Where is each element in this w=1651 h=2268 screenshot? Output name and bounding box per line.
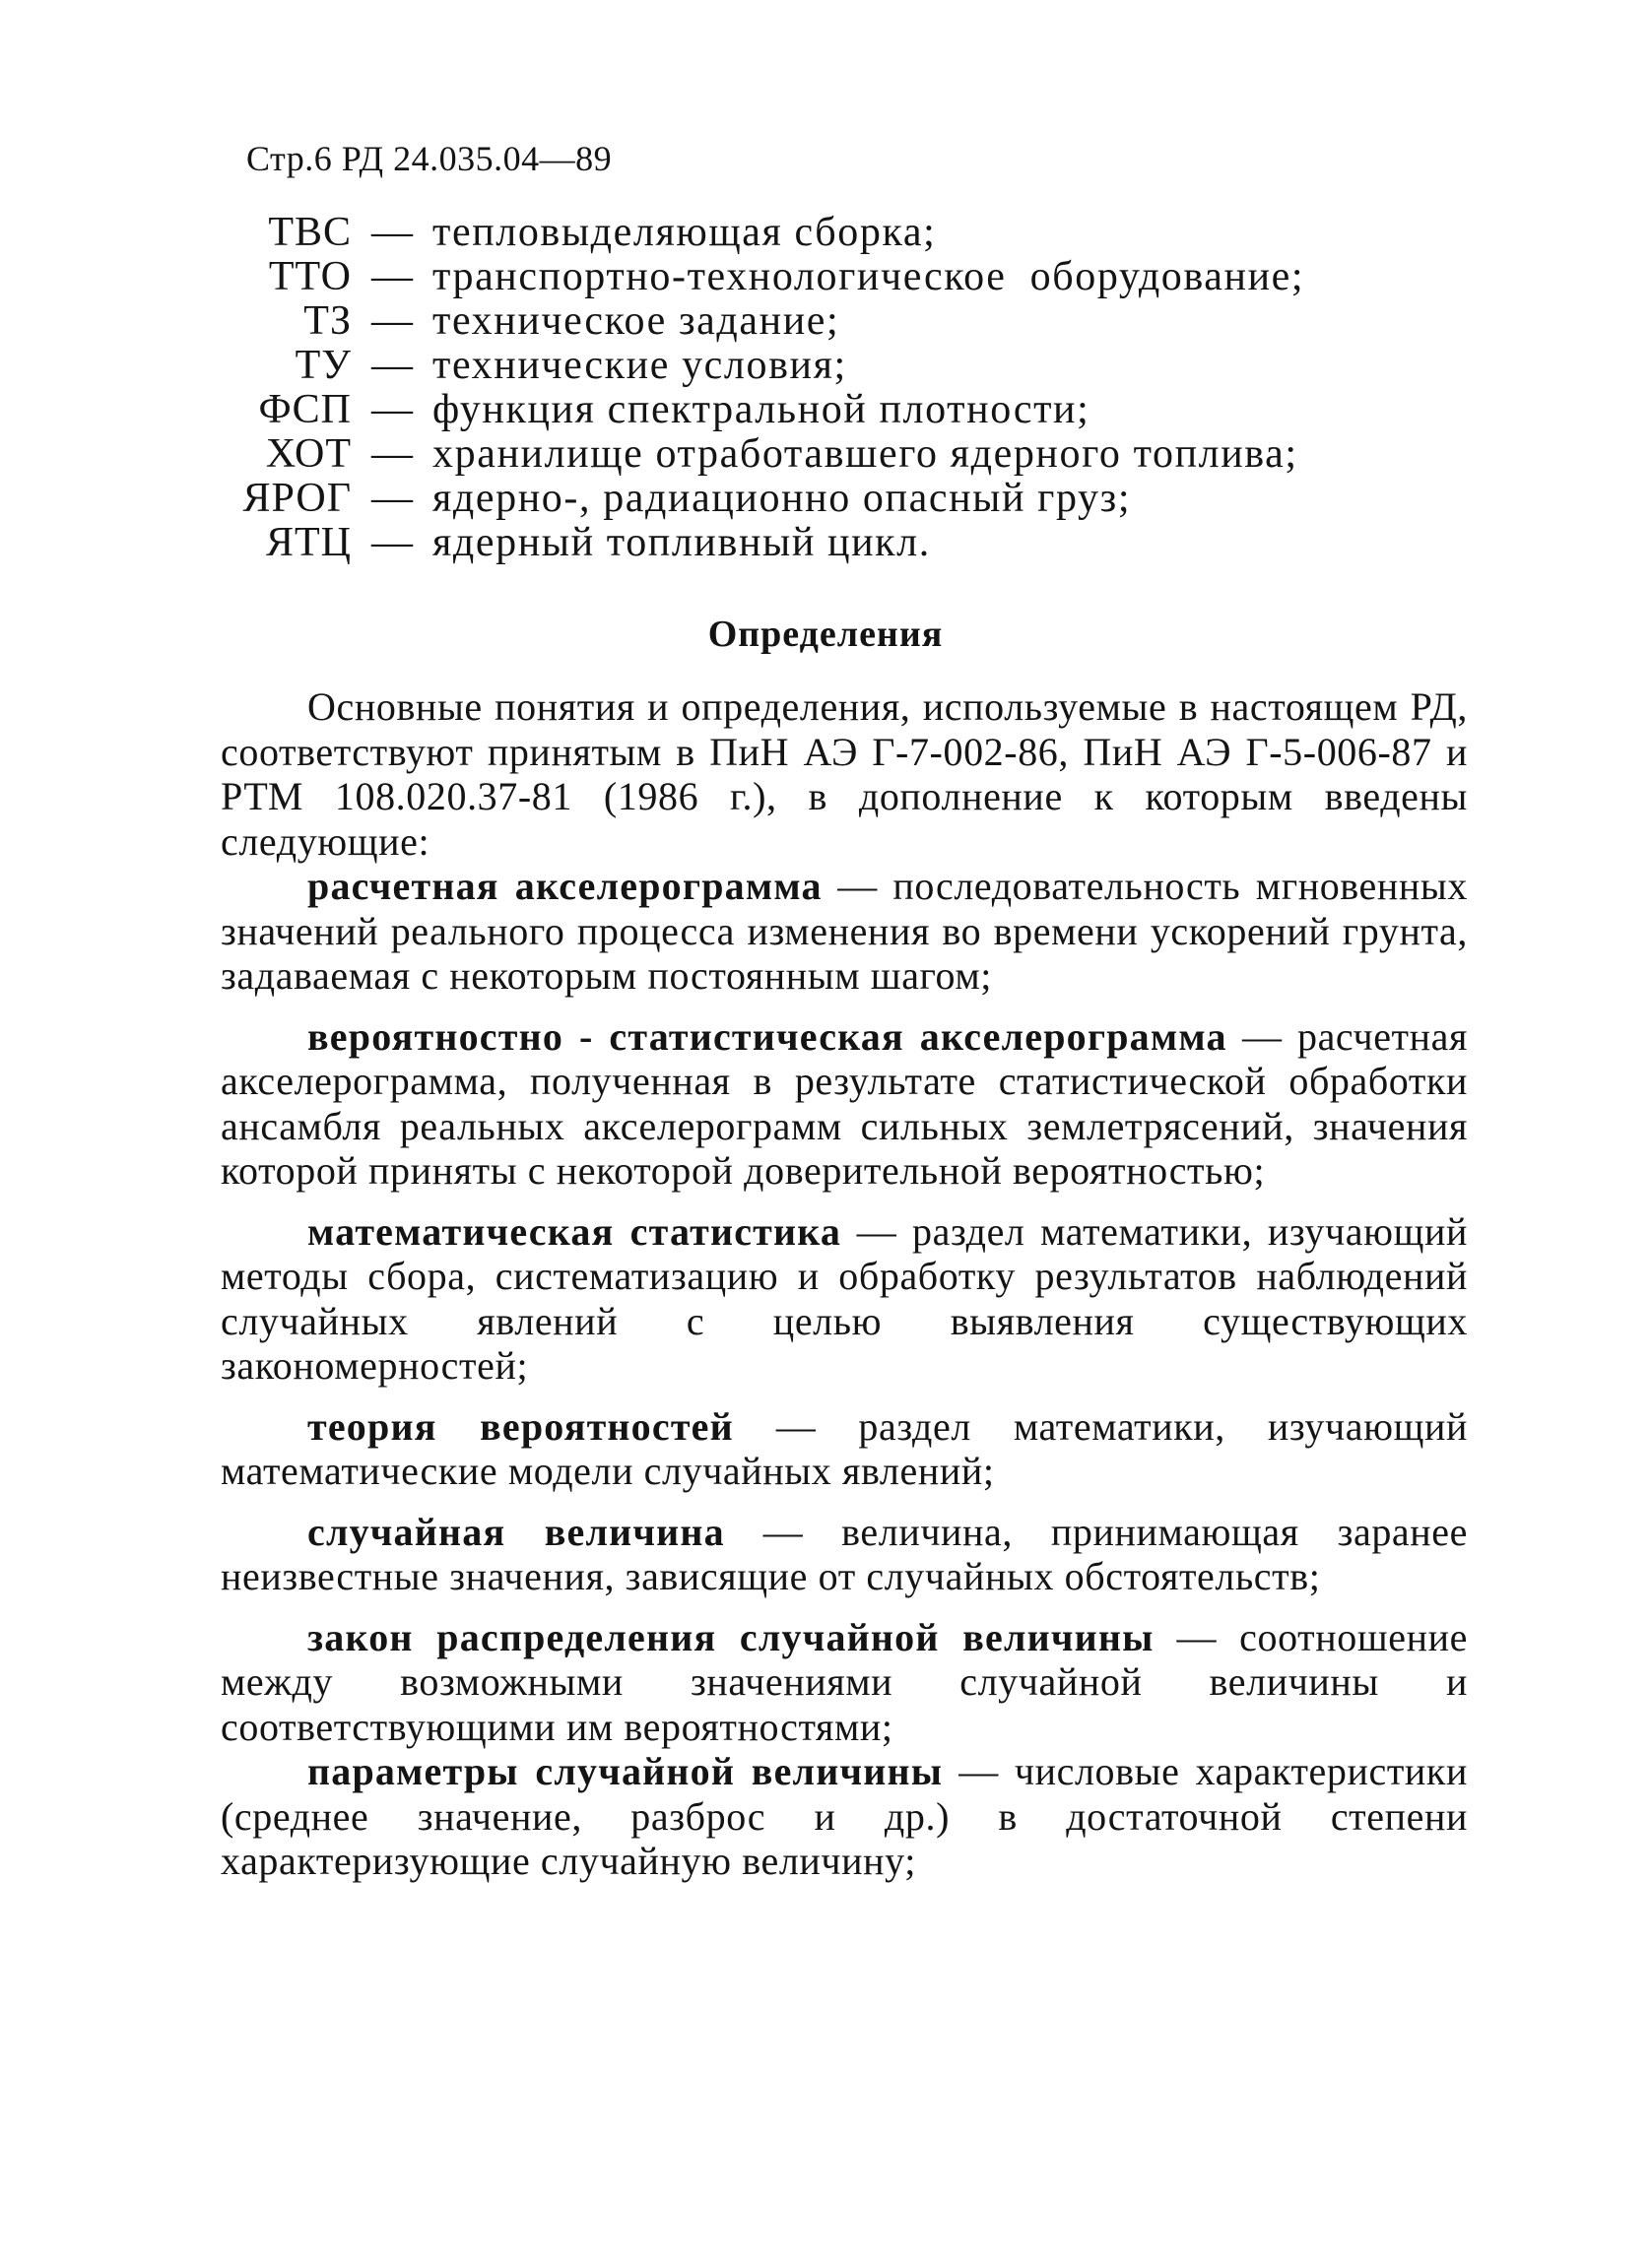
abbreviation-code: ЯТЦ <box>266 520 352 565</box>
abbreviation-definition: транспортно-технологическое оборудование; <box>432 254 1305 299</box>
definition-item <box>221 1014 1468 1194</box>
abbreviation-row <box>212 430 1492 475</box>
abbreviation-row <box>212 297 1492 342</box>
abbreviation-dash: — <box>371 431 413 477</box>
abbreviation-dash: — <box>371 298 413 344</box>
abbreviation-dash: — <box>371 343 413 388</box>
abbreviation-code: ТТО <box>268 254 352 299</box>
abbreviation-definition: ядерно-, радиационно опасный груз; <box>432 476 1132 521</box>
abbreviation-code: ТУ <box>295 343 352 388</box>
abbreviation-code: ТЗ <box>303 298 352 344</box>
definition-term: параметры случайной величины <box>307 1749 944 1793</box>
abbreviation-row <box>212 209 1492 253</box>
abbreviation-code: ФСП <box>258 387 352 432</box>
abbreviation-row <box>212 519 1492 563</box>
definition-term: теория вероятностей <box>307 1403 734 1449</box>
definition-text: — числовые характеристики (среднее значение, разброс и др.) в достаточной степени характеризующие случайную величину; <box>221 1749 1468 1883</box>
abbreviation-list <box>212 209 1492 563</box>
definition-item <box>221 1209 1468 1389</box>
abbreviation-row <box>212 386 1492 430</box>
abbreviation-dash: — <box>371 387 413 432</box>
abbreviation-row <box>212 253 1492 297</box>
definition-term: случайная величина <box>307 1509 725 1554</box>
definition-term: вероятностно - статистическая акселерограмма <box>307 1013 1227 1059</box>
abbreviation-definition: техническое задание; <box>432 298 840 344</box>
page-header: Стр.6 РД 24.035.04—89 <box>246 139 613 178</box>
abbreviation-definition: функция спектральной плотности; <box>432 387 1090 432</box>
abbreviation-definition: технические условия; <box>432 343 847 388</box>
abbreviation-code: ХОТ <box>265 431 352 477</box>
intro-paragraph: Основные понятия и определения, используемые в настоящем РД, соответствуют принятым в ПиН АЭ Г-7-002-86, ПиН АЭ Г-5-006-87 и РТМ 108.020.37-81 (1986 г.), в дополнение к которым введены следующие: <box>221 684 1468 864</box>
abbreviation-dash: — <box>371 520 413 565</box>
abbreviation-definition: тепловыделяющая сборка; <box>432 210 937 255</box>
definition-item <box>221 1510 1468 1599</box>
definition-text: — раздел математики, изучающий математические модели случайных явлений; <box>221 1403 1468 1493</box>
definitions-body <box>221 684 1468 1884</box>
definition-text: — расчетная акселерограмма, полученная в результате статистической обработки ансамбля реальных акселерограмм сильных землетрясений, значения которой приняты с некоторой доверительной вероятностью; <box>221 1013 1468 1193</box>
abbreviation-code: ТВС <box>268 210 352 255</box>
definition-item <box>221 1615 1468 1750</box>
definition-item <box>221 1749 1468 1884</box>
definition-text: — раздел математики, изучающий методы сбора, систематизацию и обработку результатов наблюдений случайных явлений с целью выявления существующих закономерностей; <box>221 1208 1468 1388</box>
definition-term: математическая статистика <box>307 1208 842 1254</box>
abbreviation-code: ЯРОГ <box>242 476 352 521</box>
definition-item <box>221 864 1468 999</box>
abbreviation-row <box>212 342 1492 386</box>
abbreviation-row <box>212 475 1492 519</box>
abbreviation-definition: хранилище отработавшего ядерного топлива; <box>432 431 1298 477</box>
definition-term: закон распределения случайной величины <box>307 1614 1155 1659</box>
abbreviation-dash: — <box>371 210 413 255</box>
definition-term: расчетная акселерограмма <box>307 864 823 908</box>
definition-item <box>221 1404 1468 1494</box>
definition-text: — последовательность мгновенных значений реального процесса изменения во времени ускорений грунта, задаваемая с некоторым постоянным шагом; <box>221 864 1469 998</box>
abbreviation-definition: ядерный топливный цикл. <box>432 520 931 565</box>
definition-text: — величина, принимающая заранее неизвестные значения, зависящие от случайных обстоятельств; <box>221 1509 1468 1598</box>
abbreviation-dash: — <box>371 254 413 299</box>
definition-text: — соотношение между возможными значениями случайной величины и соответствующими им вероятностями; <box>221 1614 1468 1749</box>
abbreviation-dash: — <box>371 476 413 521</box>
section-title: Определения <box>707 614 944 655</box>
